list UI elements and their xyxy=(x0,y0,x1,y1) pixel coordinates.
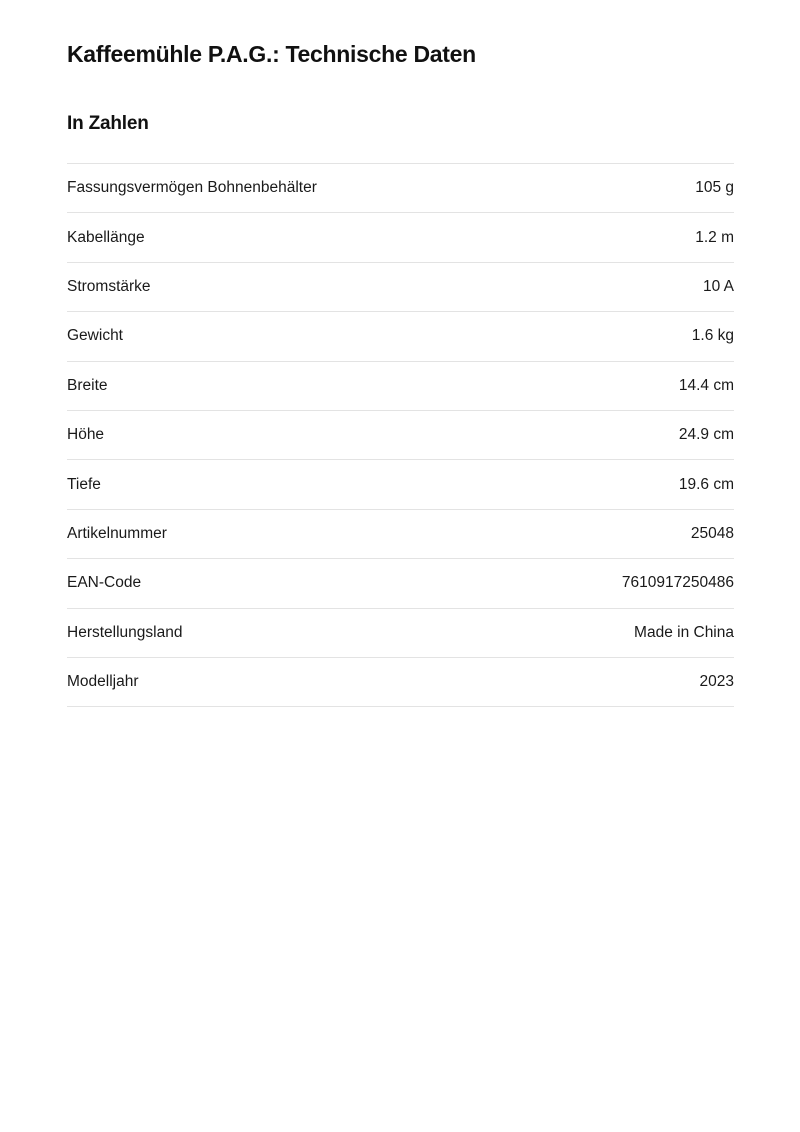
spec-value: 1.2 m xyxy=(695,228,734,246)
spec-row-current xyxy=(67,263,734,312)
spec-table xyxy=(67,163,734,707)
spec-label: Tiefe xyxy=(67,475,101,493)
spec-value: 2023 xyxy=(699,673,734,691)
spec-row-depth xyxy=(67,460,734,509)
spec-row-cable-length xyxy=(67,213,734,262)
spec-row-width xyxy=(67,362,734,411)
spec-row-country xyxy=(67,609,734,658)
spec-row-weight xyxy=(67,312,734,361)
spec-label: Stromstärke xyxy=(67,277,151,295)
spec-label: Herstellungsland xyxy=(67,623,183,641)
spec-row-height xyxy=(67,411,734,460)
spec-value: 105 g xyxy=(695,179,734,197)
spec-value: 7610917250486 xyxy=(621,574,734,592)
spec-label: EAN-Code xyxy=(67,574,142,592)
spec-row-capacity xyxy=(67,164,734,213)
spec-label: Gewicht xyxy=(67,327,123,345)
spec-row-article-number xyxy=(67,510,734,559)
section-title: In Zahlen xyxy=(67,113,149,134)
spec-value: 1.6 kg xyxy=(691,327,734,345)
spec-row-model-year xyxy=(67,658,734,707)
spec-label: Breite xyxy=(67,376,108,394)
spec-label: Modelljahr xyxy=(67,673,139,691)
page-title: Kaffeemühle P.A.G.: Technische Daten xyxy=(67,41,476,67)
spec-label: Kabellänge xyxy=(67,228,145,246)
spec-value: 19.6 cm xyxy=(678,475,734,493)
spec-value: 24.9 cm xyxy=(678,426,734,444)
spec-value: 14.4 cm xyxy=(678,376,734,394)
spec-value: Made in China xyxy=(634,623,734,641)
spec-value: 10 A xyxy=(702,277,734,295)
spec-row-ean xyxy=(67,559,734,608)
spec-label: Artikelnummer xyxy=(67,524,167,542)
spec-label: Fassungsvermögen Bohnenbehälter xyxy=(67,179,317,197)
spec-label: Höhe xyxy=(67,426,105,444)
spec-value: 25048 xyxy=(690,524,734,542)
